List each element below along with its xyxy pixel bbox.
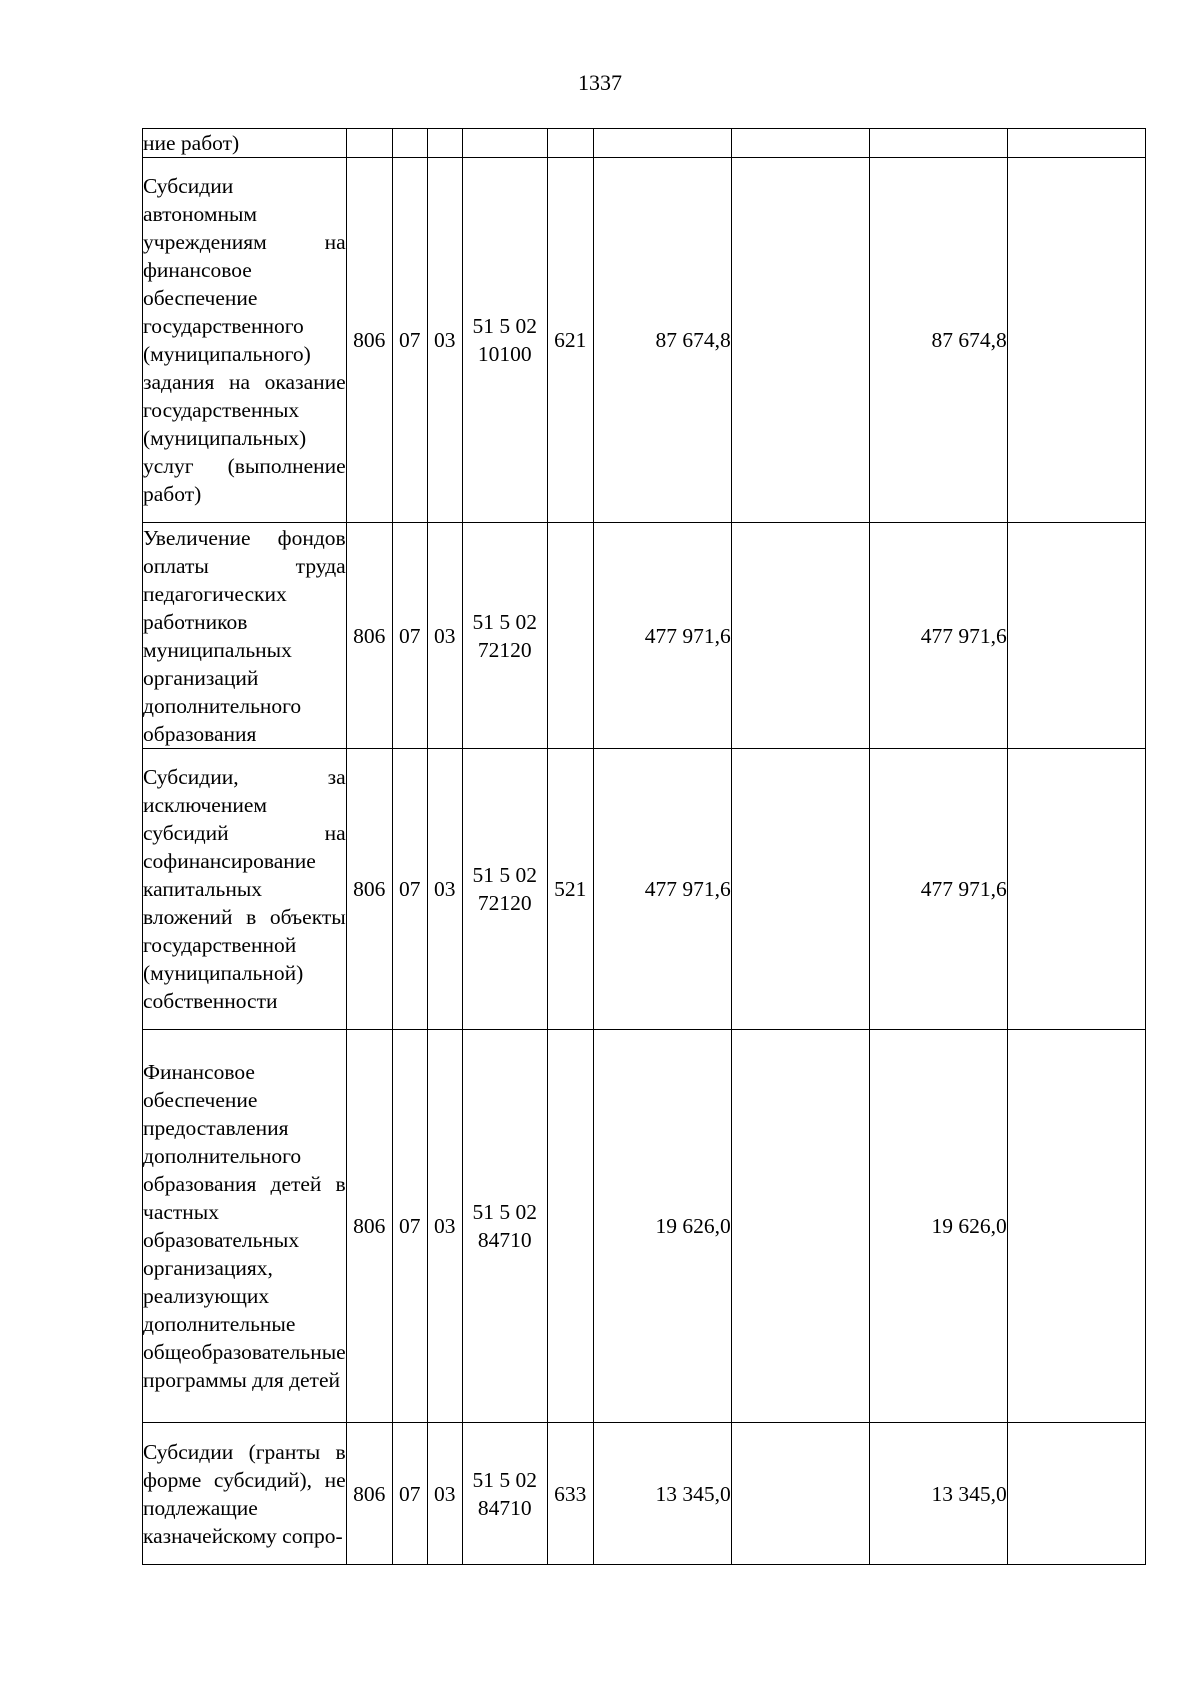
target-article-part1: 51 5 02 bbox=[472, 863, 537, 887]
sum-total-cell bbox=[593, 129, 731, 158]
budget-table bbox=[142, 128, 1146, 1565]
page-number: 1337 bbox=[578, 70, 622, 95]
section-code-cell: 07 bbox=[392, 523, 427, 749]
ved-code-cell: 806 bbox=[346, 1030, 392, 1423]
sum-column-4-cell bbox=[1007, 1423, 1145, 1565]
sum-column-2-cell bbox=[731, 749, 869, 1030]
item-name-cell: Субсидии автономным учреждениям на финансовое обеспечение государственного (муниципального) задания на оказание государственных (муниципальных) услуг (выполнение работ) bbox=[143, 158, 347, 523]
table-row bbox=[143, 1030, 1146, 1423]
sum-column-3-cell: 13 345,0 bbox=[869, 1423, 1007, 1565]
subsection-code-cell: 03 bbox=[427, 1423, 462, 1565]
section-code-cell: 07 bbox=[392, 1030, 427, 1423]
target-article-cell bbox=[462, 1423, 547, 1565]
target-article-part2: 84710 bbox=[477, 1495, 532, 1520]
item-name-cell: Субсидии (гранты в форме субсидий), не подлежащие казначейскому сопро- bbox=[143, 1423, 347, 1565]
ved-code-cell: 806 bbox=[346, 1423, 392, 1565]
sum-column-4-cell bbox=[1007, 158, 1145, 523]
ved-code-cell: 806 bbox=[346, 523, 392, 749]
sum-column-2-cell bbox=[731, 523, 869, 749]
table-row bbox=[143, 129, 1146, 158]
target-article-part1: 51 5 02 bbox=[472, 314, 537, 338]
target-article-cell bbox=[462, 129, 547, 158]
target-article-cell bbox=[462, 158, 547, 523]
expense-type-cell bbox=[547, 1030, 593, 1423]
sum-column-4-cell bbox=[1007, 749, 1145, 1030]
table-row bbox=[143, 158, 1146, 523]
target-article-part1: 51 5 02 bbox=[472, 1467, 537, 1492]
target-article-part2: 72120 bbox=[477, 637, 532, 662]
target-article-cell bbox=[462, 523, 547, 749]
sum-column-3-cell: 19 626,0 bbox=[869, 1030, 1007, 1423]
target-article-part1: 51 5 02 bbox=[472, 609, 537, 634]
item-name-cell: ние работ) bbox=[143, 129, 347, 158]
sum-column-3-cell: 87 674,8 bbox=[869, 158, 1007, 523]
sum-column-2-cell bbox=[731, 1030, 869, 1423]
sum-column-4-cell bbox=[1007, 523, 1145, 749]
target-article-cell bbox=[462, 749, 547, 1030]
sum-column-2-cell bbox=[731, 1423, 869, 1565]
target-article-part1: 51 5 02 bbox=[472, 1200, 537, 1224]
table-row bbox=[143, 749, 1146, 1030]
sum-column-3-cell: 477 971,6 bbox=[869, 523, 1007, 749]
subsection-code-cell: 03 bbox=[427, 749, 462, 1030]
target-article-part2: 84710 bbox=[477, 1228, 532, 1252]
item-name-cell: Финансовое обеспечение предоставления дополнительного образования детей в частных образовательных организациях, реализующих дополнительные общеобразовательные программы для детей bbox=[143, 1030, 347, 1423]
ved-code-cell: 806 bbox=[346, 158, 392, 523]
sum-total-cell: 13 345,0 bbox=[593, 1423, 731, 1565]
target-article-part2: 72120 bbox=[477, 891, 532, 915]
target-article-part2: 10100 bbox=[477, 342, 532, 366]
section-code-cell: 07 bbox=[392, 1423, 427, 1565]
sum-total-cell: 87 674,8 bbox=[593, 158, 731, 523]
ved-code-cell bbox=[346, 129, 392, 158]
sum-column-3-cell bbox=[869, 129, 1007, 158]
sum-column-2-cell bbox=[731, 129, 869, 158]
sum-total-cell: 477 971,6 bbox=[593, 749, 731, 1030]
ved-code-cell: 806 bbox=[346, 749, 392, 1030]
subsection-code-cell bbox=[427, 129, 462, 158]
sum-column-4-cell bbox=[1007, 1030, 1145, 1423]
section-code-cell: 07 bbox=[392, 749, 427, 1030]
expense-type-cell: 633 bbox=[547, 1423, 593, 1565]
sum-column-2-cell bbox=[731, 158, 869, 523]
sum-total-cell: 19 626,0 bbox=[593, 1030, 731, 1423]
subsection-code-cell: 03 bbox=[427, 158, 462, 523]
item-name-cell: Субсидии, за исключением субсидий на софинансирование капитальных вложений в объекты государственной (муниципальной) собственности bbox=[143, 749, 347, 1030]
section-code-cell: 07 bbox=[392, 158, 427, 523]
sum-column-4-cell bbox=[1007, 129, 1145, 158]
expense-type-cell bbox=[547, 129, 593, 158]
table-row bbox=[143, 523, 1146, 749]
subsection-code-cell: 03 bbox=[427, 523, 462, 749]
sum-total-cell: 477 971,6 bbox=[593, 523, 731, 749]
expense-type-cell: 521 bbox=[547, 749, 593, 1030]
table-row bbox=[143, 1423, 1146, 1565]
section-code-cell bbox=[392, 129, 427, 158]
expense-type-cell: 621 bbox=[547, 158, 593, 523]
target-article-cell bbox=[462, 1030, 547, 1423]
item-name-cell: Увеличение фондов оплаты труда педагогических работников муниципальных организаций дополнительного образования bbox=[143, 523, 347, 749]
expense-type-cell bbox=[547, 523, 593, 749]
sum-column-3-cell: 477 971,6 bbox=[869, 749, 1007, 1030]
subsection-code-cell: 03 bbox=[427, 1030, 462, 1423]
